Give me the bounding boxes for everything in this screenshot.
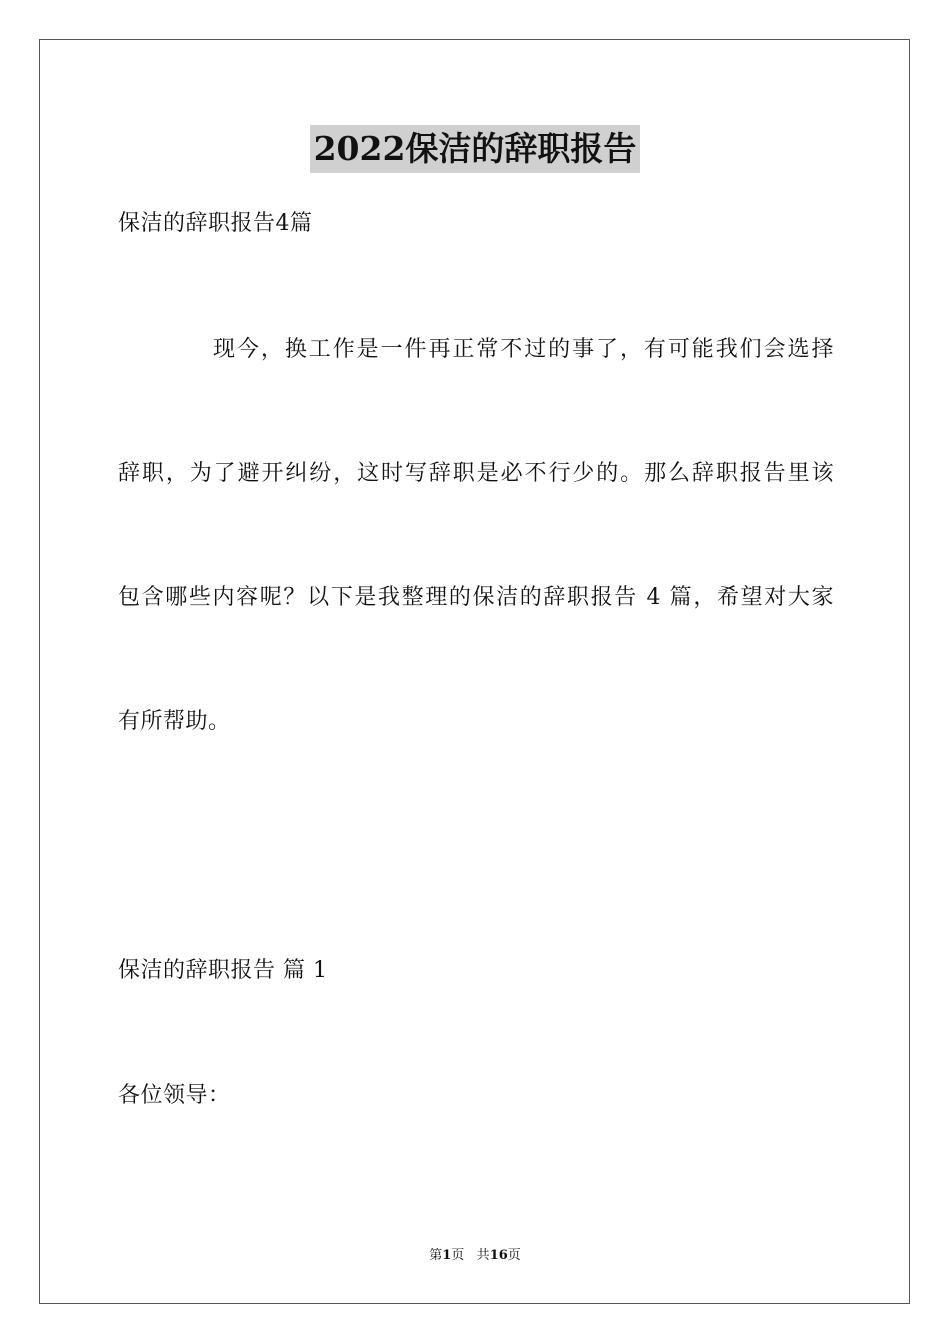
intro-paragraph-line-3: 包含哪些内容呢？以下是我整理的保洁的辞职报告 4 篇，希望对大家 bbox=[118, 585, 834, 610]
footer-page-suffix: 页 bbox=[451, 1248, 465, 1263]
footer-page-number: 1 bbox=[442, 1248, 452, 1263]
intro-paragraph-line-1: 现今，换工作是一件再正常不过的事了，有可能我们会选择 bbox=[213, 337, 834, 362]
page-footer bbox=[0, 1247, 950, 1265]
document-subtitle: 保洁的辞职报告4篇 bbox=[118, 211, 313, 236]
footer-total-suffix: 页 bbox=[507, 1248, 521, 1263]
salutation: 各位领导： bbox=[118, 1083, 231, 1108]
title-container bbox=[0, 125, 950, 173]
intro-paragraph-line-4: 有所帮助。 bbox=[118, 709, 231, 734]
section-heading: 保洁的辞职报告 篇 1 bbox=[118, 958, 328, 983]
footer-total-pages: 16 bbox=[489, 1248, 508, 1263]
footer-page-prefix: 第 bbox=[429, 1248, 443, 1263]
footer-total-prefix: 共 bbox=[476, 1248, 490, 1263]
intro-paragraph-line-2: 辞职，为了避开纠纷，这时写辞职是必不行少的。那么辞职报告里该 bbox=[118, 461, 834, 486]
document-title: 2022保洁的辞职报告 bbox=[310, 125, 641, 173]
